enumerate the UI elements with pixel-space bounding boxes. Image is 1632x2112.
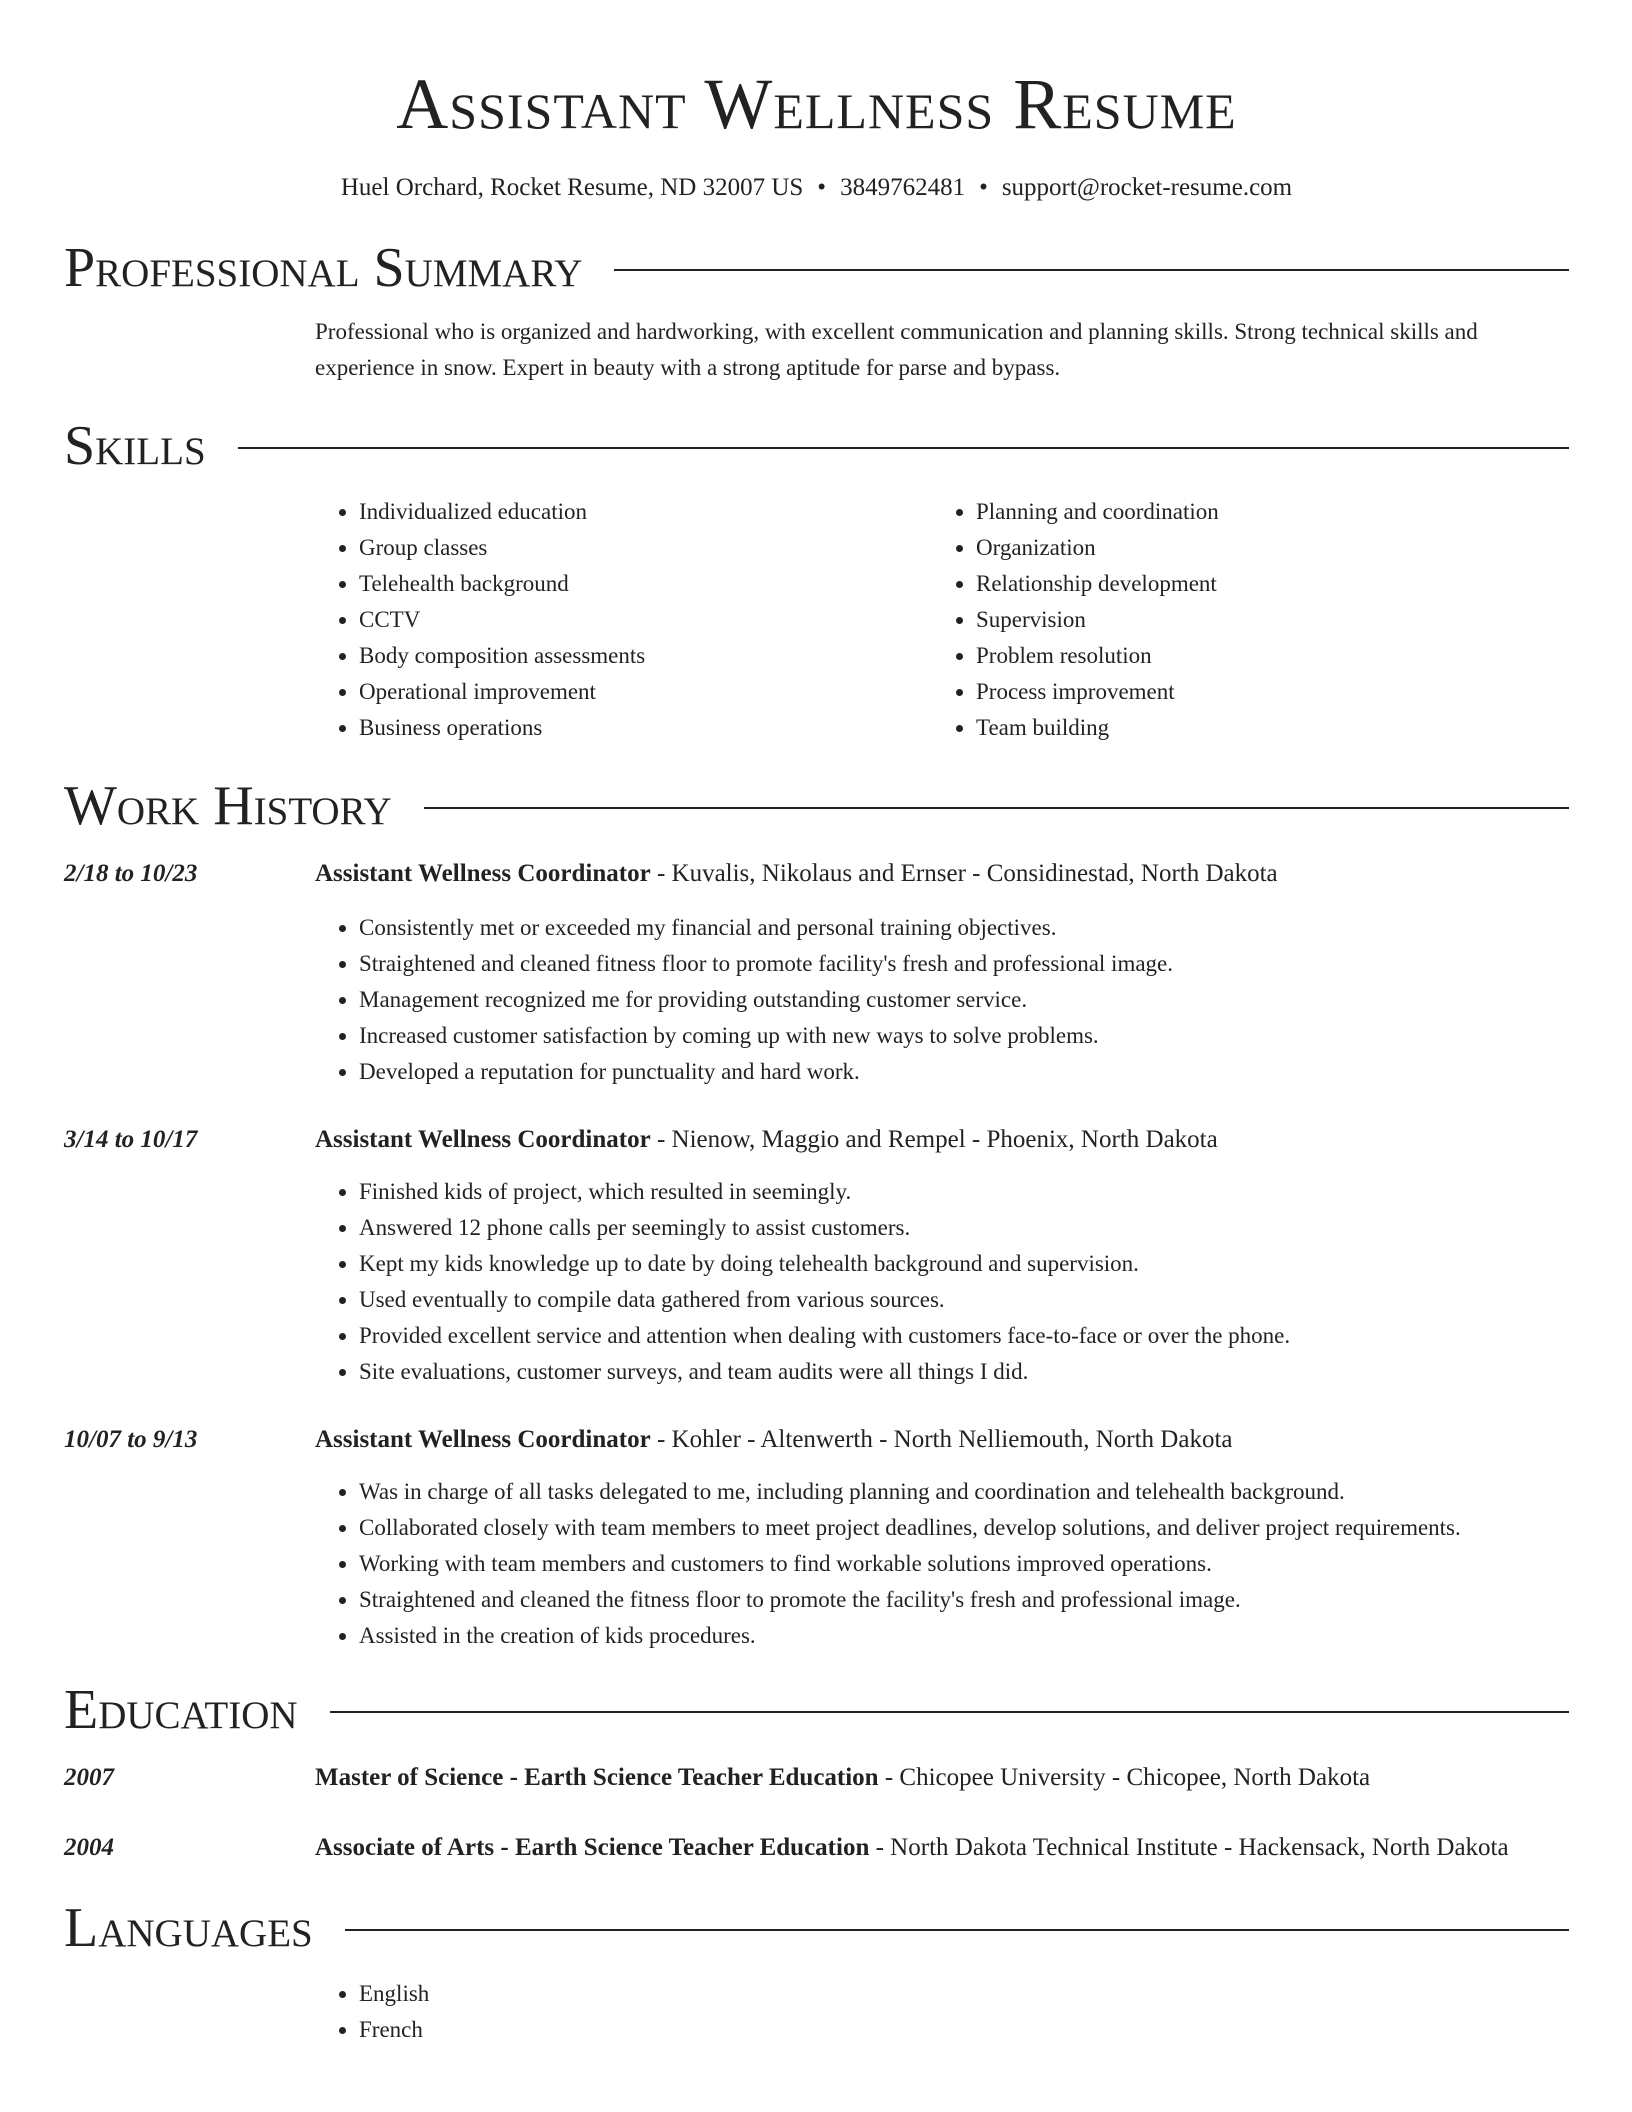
job-bullets [315, 1474, 1569, 1654]
job-bullet: • Kept my kids knowledge up to date by doing telehealth background and supervision. [359, 1246, 1569, 1282]
job-bullets [315, 1174, 1569, 1390]
job-bullet: • Finished kids of project, which resulted in seemingly. [359, 1174, 1569, 1210]
job-bullet: • Assisted in the creation of kids procedures. [359, 1618, 1569, 1654]
job-dates: 2/18 to 10/23 [64, 860, 198, 887]
job-entry [64, 1124, 1569, 1156]
education-entry [64, 1828, 1569, 1868]
skill-item: • Supervision [976, 602, 1549, 638]
education-entry [64, 1758, 1569, 1798]
languages-list [315, 1976, 1569, 2048]
languages-heading-label: Languages [64, 1897, 313, 1959]
contact-separator: • [979, 174, 988, 201]
job-bullet: • Consistently met or exceeded my financial and personal training objectives. [359, 910, 1569, 946]
job-role [315, 858, 1278, 890]
summary-heading [64, 238, 1569, 298]
job-entry [64, 858, 1569, 890]
education-year: 2007 [64, 1764, 114, 1791]
job-bullet: • Straightened and cleaned fitness floor to promote facility's fresh and professional image. [359, 946, 1569, 982]
job-title: Assistant Wellness Coordinator [315, 1126, 651, 1153]
section-divider [330, 1711, 1569, 1713]
section-divider [238, 447, 1569, 449]
education-degree-line [315, 1758, 1569, 1798]
skills-list [315, 494, 1569, 746]
job-bullet: • Straightened and cleaned the fitness floor to promote the facility's fresh and professional image. [359, 1582, 1569, 1618]
job-bullet: • Used eventually to compile data gathered from various sources. [359, 1282, 1569, 1318]
job-title: Assistant Wellness Coordinator [315, 1426, 651, 1453]
contact-separator: • [817, 174, 827, 201]
job-bullet: • Site evaluations, customer surveys, and team audits were all things I did. [359, 1354, 1569, 1390]
contact-address: Huel Orchard, Rocket Resume, ND 32007 US [340, 174, 804, 201]
skills-heading [64, 416, 1569, 476]
job-bullet: • Was in charge of all tasks delegated to me, including planning and coordination and telehealth background. [359, 1474, 1569, 1510]
skill-item: • Organization [976, 530, 1549, 566]
skill-item: • Process improvement [976, 674, 1549, 710]
summary-text: Professional who is organized and hardworking, with excellent communication and planning skills. Strong technical skills and experience in snow. Expert in beauty with a strong aptitude for parse and bypass. [315, 319, 1478, 380]
section-divider [424, 807, 1569, 809]
skill-item: • Operational improvement [359, 674, 932, 710]
job-bullet: • Increased customer satisfaction by coming up with new ways to solve problems. [359, 1018, 1569, 1054]
work-history-heading [64, 776, 1569, 836]
job-details: - Kuvalis, Nikolaus and Ernser - Considinestad, North Dakota [650, 860, 1278, 887]
contact-phone: 3849762481 [840, 174, 966, 201]
languages-heading [64, 1898, 1569, 1958]
skills-heading-label: Skills [64, 415, 206, 477]
skill-item: • Relationship development [976, 566, 1549, 602]
education-heading [64, 1680, 1569, 1740]
section-divider [614, 269, 1569, 271]
skill-item: • Planning and coordination [976, 494, 1549, 530]
job-dates: 10/07 to 9/13 [64, 1426, 198, 1453]
skills-column-right [932, 494, 1549, 746]
language-item: • English [359, 1976, 1569, 2012]
job-bullet: • Answered 12 phone calls per seemingly to assist customers. [359, 1210, 1569, 1246]
job-role [315, 1124, 1218, 1156]
skill-item: • Problem resolution [976, 638, 1549, 674]
skill-item: • Team building [976, 710, 1549, 746]
skill-item: • CCTV [359, 602, 932, 638]
job-bullets [315, 910, 1569, 1090]
education-details: - Chicopee University - Chicopee, North Dakota [878, 1764, 1371, 1791]
job-details: - Kohler - Altenwerth - North Nelliemouth, North Dakota [650, 1426, 1233, 1453]
section-divider [345, 1929, 1569, 1931]
contact-email: support@rocket-resume.com [1001, 174, 1293, 201]
education-year: 2004 [64, 1834, 114, 1861]
job-bullet: • Developed a reputation for punctuality and hard work. [359, 1054, 1569, 1090]
skill-item: • Body composition assessments [359, 638, 932, 674]
job-bullet: • Working with team members and customers to find workable solutions improved operations. [359, 1546, 1569, 1582]
job-title: Assistant Wellness Coordinator [315, 860, 651, 887]
work-history-heading-label: Work History [64, 775, 392, 837]
job-entry [64, 1424, 1569, 1456]
resume-page [64, 0, 1569, 2048]
contact-line [64, 172, 1569, 204]
job-dates: 3/14 to 10/17 [64, 1126, 198, 1153]
skill-item: • Telehealth background [359, 566, 932, 602]
skill-item: • Group classes [359, 530, 932, 566]
job-bullet: • Provided excellent service and attention when dealing with customers face-to-face or over the phone. [359, 1318, 1569, 1354]
skills-column-left [315, 494, 932, 746]
summary-heading-label: Professional Summary [64, 237, 583, 299]
job-bullet: • Collaborated closely with team members to meet project deadlines, develop solutions, and deliver project requirements. [359, 1510, 1569, 1546]
job-details: - Nienow, Maggio and Rempel - Phoenix, North Dakota [650, 1126, 1218, 1153]
skill-item: • Individualized education [359, 494, 932, 530]
job-role [315, 1424, 1233, 1456]
skill-item: • Business operations [359, 710, 932, 746]
job-bullet: • Management recognized me for providing outstanding customer service. [359, 982, 1569, 1018]
resume-title: Assistant Wellness Resume [396, 64, 1237, 144]
education-details: - North Dakota Technical Institute - Hackensack, North Dakota [869, 1834, 1509, 1861]
language-item: • French [359, 2012, 1569, 2048]
education-degree: Master of Science - Earth Science Teacher Education [315, 1764, 879, 1791]
education-heading-label: Education [64, 1679, 298, 1741]
education-degree-line [315, 1828, 1569, 1868]
education-degree: Associate of Arts - Earth Science Teacher Education [315, 1834, 870, 1861]
